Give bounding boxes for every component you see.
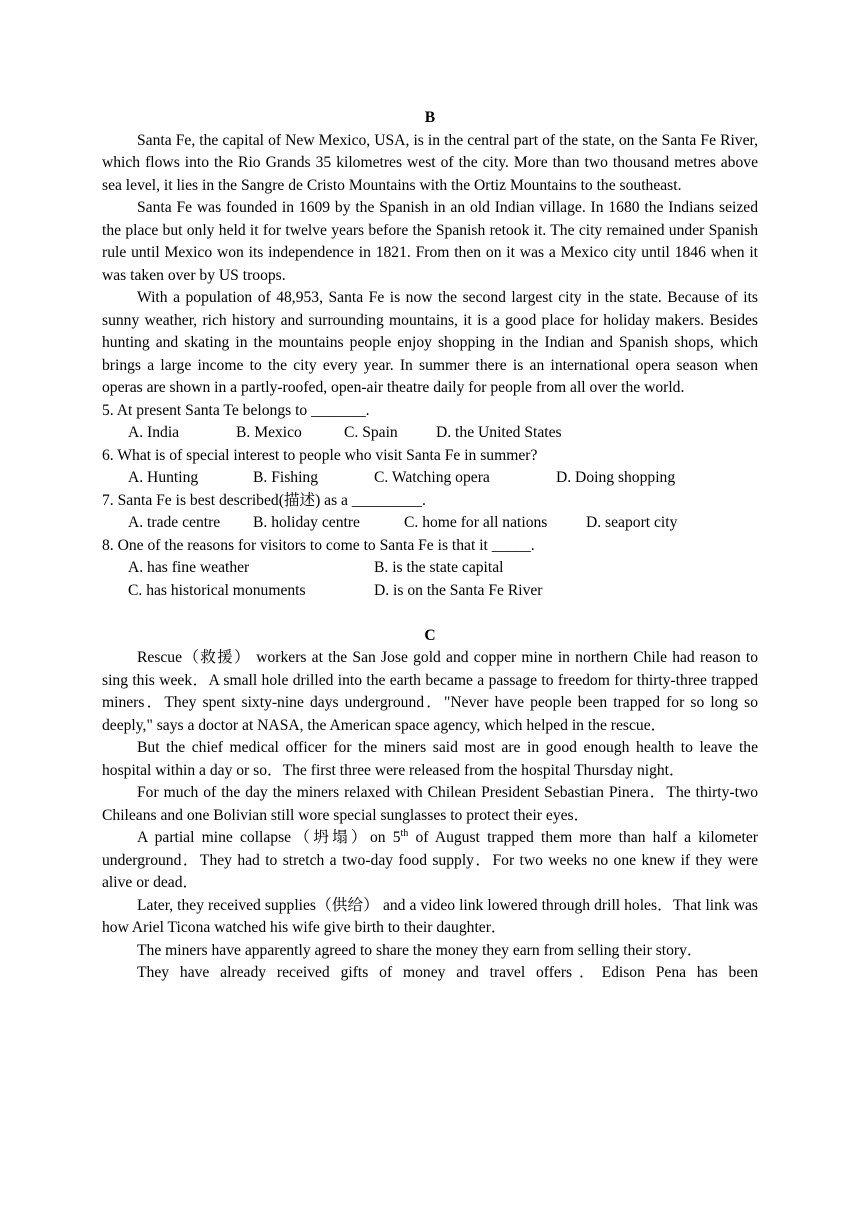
section-c-paragraph-2: But the chief medical officer for the miners said most are in good enough health to leave the hospital within a day or so．The first three were released from the hospital Thursday night． [102,739,758,779]
section-spacer [102,602,758,625]
question-8-options-row-2 [102,580,758,603]
question-8-option-c: C. has historical monuments [128,581,306,599]
question-5-option-d: D. the United States [436,424,562,441]
document-page [102,107,758,985]
question-6-options [102,467,758,490]
question-7-option-a: A. trade centre [128,514,221,531]
question-8-option-a: A. has fine weather [128,559,250,576]
question-5: 5. At present Santa Te belongs to _______. [102,401,370,419]
question-7-option-b: B. holiday centre [253,514,360,531]
section-c-paragraph-3: For much of the day the miners relaxed with Chilean President Sebastian Pinera．The thirty-two Chileans and one Bolivian still wore special sunglasses to protect their eyes． [102,784,758,824]
question-7-option-d: D. seaport city [586,514,678,531]
section-b-paragraph-2: Santa Fe was founded in 1609 by the Spanish in an old Indian village. In 1680 the Indians seized the place but only held it for twelve years before the Spanish retook it. The city remained under Spanish rule until Mexico won its independence in 1821. From then on it was a Mexico city until 1846 when it was taken over by US troops. [102,199,758,284]
question-6-option-a: A. Hunting [128,469,199,486]
section-c-paragraph-7: They have already received gifts of money and travel offers．Edison Pena has been [137,964,758,981]
section-c-paragraph-4 [102,827,758,895]
section-c-heading: C [424,626,436,644]
question-7-option-c: C. home for all nations [404,514,548,531]
question-7-options [102,512,758,535]
question-5-option-c: C. Spain [344,424,398,441]
section-b-heading: B [424,109,436,126]
section-c-paragraph-6: The miners have apparently agreed to share the money they earn from selling their story． [137,941,703,959]
ordinal-suffix: th [400,827,409,839]
question-6-option-d: D. Doing shopping [556,469,676,486]
section-b-paragraph-3: With a population of 48,953, Santa Fe is now the second largest city in the state. Because of its sunny weather, rich history and surrounding mountains, it is a good place for holiday makers. Besides hunting and skating in the mountains people enjoy shopping in the Indian and Spanish shops, which brings a large income to the city every year. In summer there is an international opera season when operas are shown in a partly-roofed, open-air theatre daily for people from all over the world. [102,289,758,396]
section-b-paragraph-1: Santa Fe, the capital of New Mexico, USA, is in the central part of the state, on the Santa Fe River, which flows into the Rio Grands 35 kilometres west of the city. More than two thousand metres above sea level, it lies in the Sangre de Cristo Mountains with the Ortiz Mountains to the southeast. [102,131,758,194]
question-8-option-b: B. is the state capital [374,559,504,576]
question-8-option-d: D. is on the Santa Fe River [374,581,543,599]
question-5-option-a: A. India [128,424,180,441]
collapse-text-end: of August trapped them more than half a kilometer underground．They had to stretch a two-day food supply．For two weeks no one knew if they were alive or dead． [102,829,758,891]
question-7: 7. Santa Fe is best described(描述) as a _________. [102,491,426,509]
collapse-text-start: A partial mine collapse（坍塌）on 5 [137,829,401,846]
question-5-option-b: B. Mexico [236,424,302,441]
question-6: 6. What is of special interest to people who visit Santa Fe in summer? [102,446,538,464]
section-c-paragraph-5: Later, they received supplies（供给） and a video link lowered through drill holes．That link was how Ariel Ticona watched his wife give birth to their daughter． [102,896,758,936]
question-5-options [102,422,758,445]
question-6-option-b: B. Fishing [253,469,318,486]
question-8: 8. One of the reasons for visitors to come to Santa Fe is that it _____. [102,536,535,554]
question-8-options-row-1 [102,557,758,580]
question-6-option-c: C. Watching opera [374,469,490,486]
section-c-paragraph-1: Rescue（救援） workers at the San Jose gold and copper mine in northern Chile had reason to sing this week．A small hole drilled into the earth became a passage to freedom for thirty-three trapped miners．They spent sixty-nine days underground．"Never have people been trapped for so long so deeply," says a doctor at NASA, the American space agency, which helped in the rescue． [102,649,758,734]
